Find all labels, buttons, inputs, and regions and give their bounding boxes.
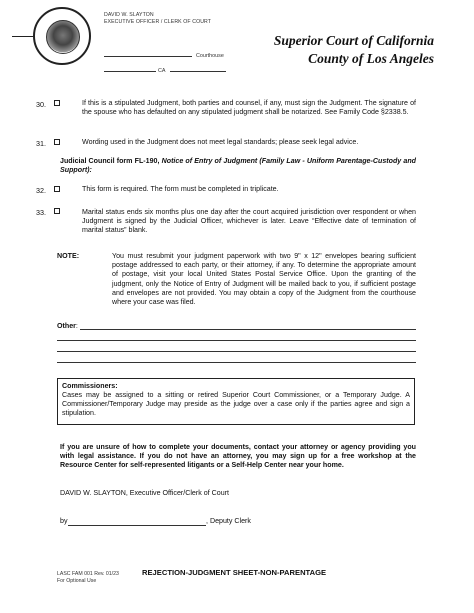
other-line[interactable] bbox=[57, 362, 416, 363]
officer-title: EXECUTIVE OFFICER / CLERK OF COURT bbox=[104, 19, 212, 25]
commissioners-title: Commissioners: bbox=[62, 382, 118, 390]
commissioners-text: Cases may be assigned to a sitting or retired Superior Court Commissioner, or a Temporary Judge. A Commissioner/Temporary Judge may preside as the judge over a case only if the parties agree and sign a stipulation. bbox=[62, 391, 410, 417]
courthouse-field[interactable] bbox=[104, 56, 192, 57]
help-text: If you are unsure of how to complete your documents, contact your attorney or agency providing you with legal assistance. If you do not have an attorney, you may sign up for a free workshop at the Resource Center for self-represented litigants or a Self-Help Center near your home. bbox=[60, 443, 416, 470]
officer-signature-line: DAVID W. SLAYTON, Executive Officer/Clerk of Court bbox=[60, 489, 229, 497]
officer-name: DAVID W. SLAYTON bbox=[104, 12, 154, 18]
optional-use-label: For Optional Use bbox=[57, 578, 97, 584]
city-field[interactable] bbox=[104, 71, 156, 72]
item-number: 33. bbox=[36, 208, 46, 217]
item-30-text: If this is a stipulated Judgment, both parties and counsel, if any, must sign the Judgment. The signature of the spouse who has defaulted on any stipulated judgment shall be notarized. See Family Code §2338.5. bbox=[82, 99, 416, 117]
item-number: 31. bbox=[36, 139, 46, 148]
zip-field[interactable] bbox=[170, 71, 226, 72]
deputy-clerk-signature-field[interactable] bbox=[68, 525, 206, 526]
item-number: 30. bbox=[36, 100, 46, 109]
note-label: NOTE: bbox=[57, 252, 80, 260]
by-label: by bbox=[60, 517, 68, 525]
fl190-heading-title: Notice of Entry of Judgment (Family Law - Uniform Parentage-Custody and Support): bbox=[60, 157, 417, 175]
court-name-line1: Superior Court of California bbox=[273, 33, 434, 48]
deputy-clerk-label: , Deputy Clerk bbox=[206, 517, 251, 525]
ca-label: CA bbox=[158, 68, 166, 74]
item-number: 32. bbox=[36, 186, 46, 195]
courthouse-label: Courthouse bbox=[196, 53, 224, 59]
commissioners-box bbox=[57, 378, 415, 425]
item-32-text: This form is required. The form must be completed in triplicate. bbox=[82, 185, 279, 193]
other-line[interactable] bbox=[57, 351, 416, 352]
note-text: You must resubmit your judgment paperwork with two 9" x 12" envelopes bearing sufficient postage addressed to each party, or their attorney, if any. To determine the appropriate amount of postage, visit your local United States Postal Service Office. Upon the granting of the judgment, only the Notice of Entry of Judgment will be mailed back to you, if sufficient postage and envelopes are not provided. You may obtain a copy of the Judgment from the courthouse where your case was filed. bbox=[112, 252, 416, 307]
fl190-heading bbox=[60, 157, 416, 175]
item-32-checkbox[interactable] bbox=[54, 186, 60, 192]
other-label: Other: bbox=[57, 322, 78, 330]
item-30-checkbox[interactable] bbox=[54, 100, 60, 106]
other-label-text: Other bbox=[57, 322, 76, 330]
item-31-checkbox[interactable] bbox=[54, 139, 60, 145]
item-31-text: Wording used in the Judgment does not meet legal standards; please seek legal advice. bbox=[82, 138, 359, 146]
form-number: LASC FAM 001 Rev. 01/23 bbox=[57, 571, 119, 577]
header-rule bbox=[12, 36, 34, 37]
form-title: REJECTION-JUDGMENT SHEET-NON-PARENTAGE bbox=[142, 568, 327, 577]
other-line[interactable] bbox=[57, 340, 416, 341]
court-seal-icon bbox=[33, 7, 91, 65]
item-33-text: Marital status ends six months plus one day after the court acquired jurisdiction over respondent or when Judgment is signed by the Judicial Officer, whichever is later. Leave “Effective date of termination of marital status” blank. bbox=[82, 208, 416, 235]
item-33-checkbox[interactable] bbox=[54, 208, 60, 214]
seal-emblem-icon bbox=[46, 20, 80, 54]
fl190-heading-prefix: Judicial Council form FL-190, bbox=[60, 157, 162, 165]
other-line[interactable] bbox=[80, 329, 416, 330]
court-name-line2: County of Los Angeles bbox=[308, 51, 434, 66]
